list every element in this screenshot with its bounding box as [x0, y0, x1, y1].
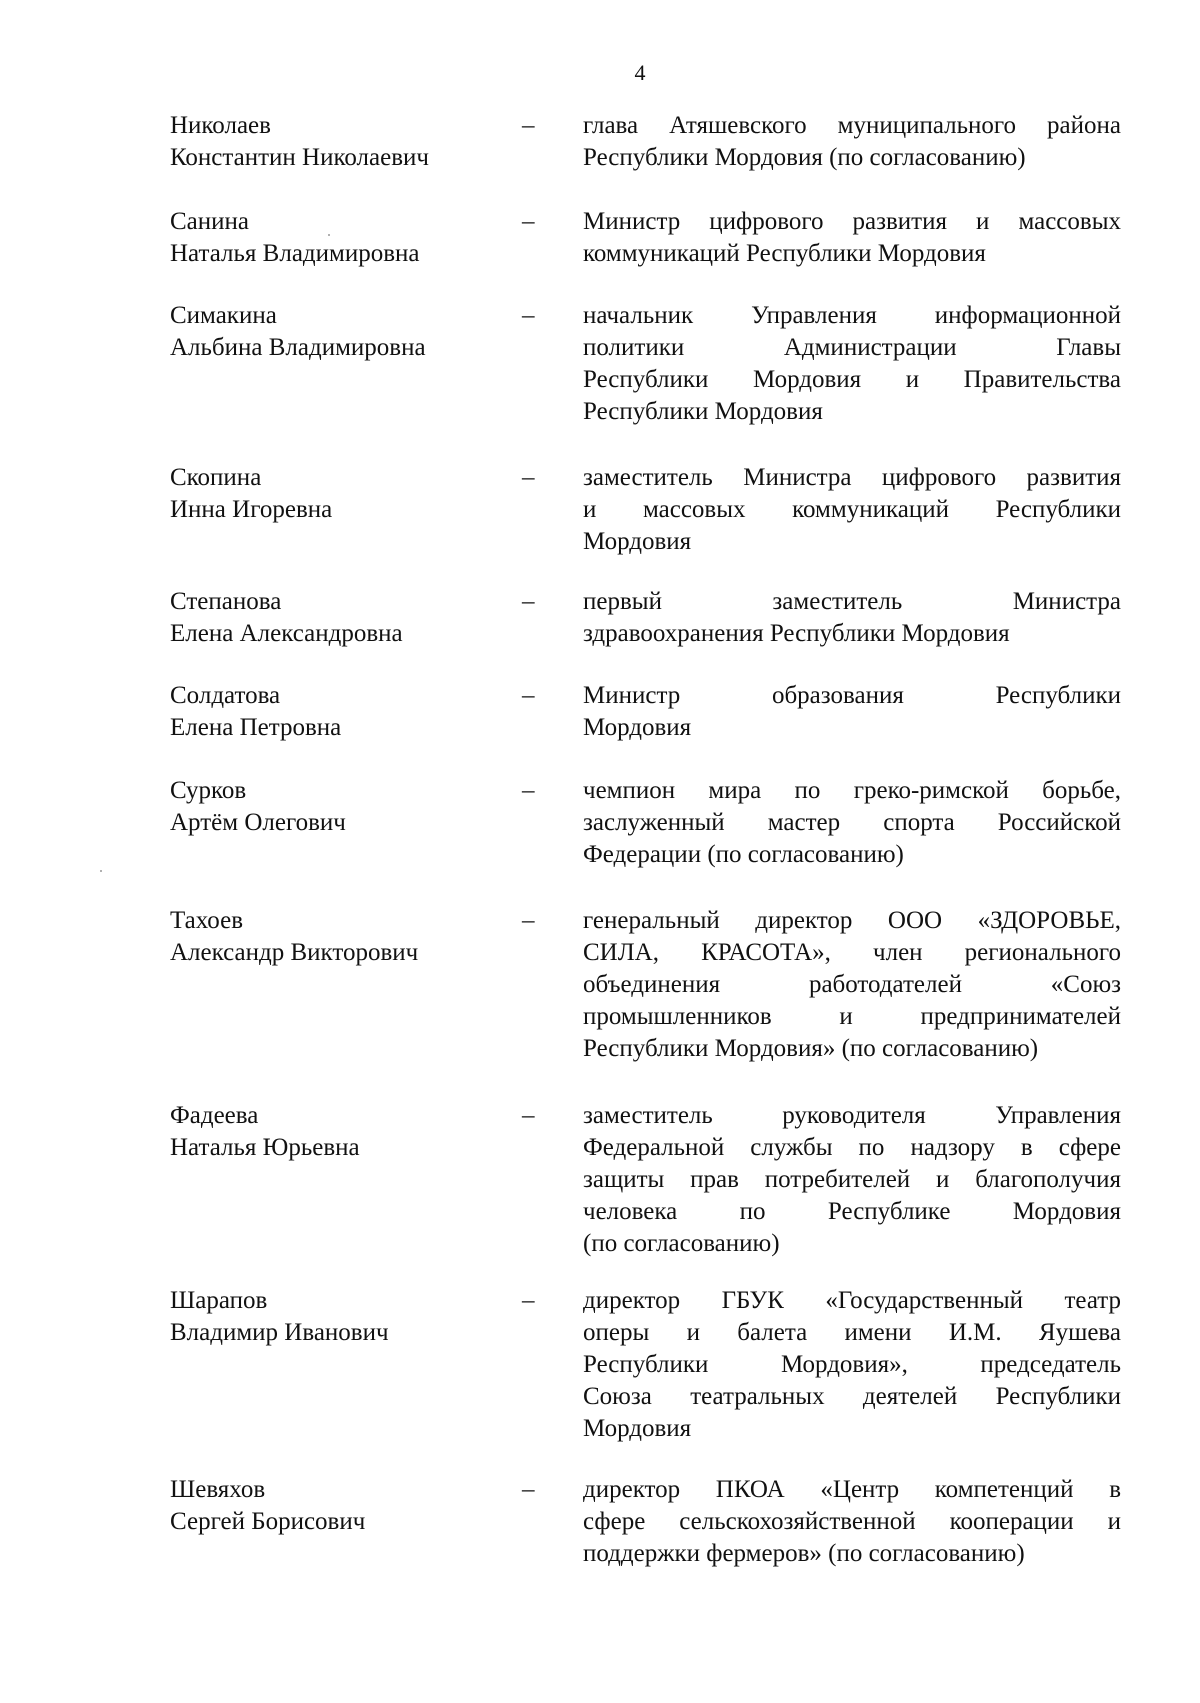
position-line: Федеральной службы по надзору в сфере	[583, 1134, 1121, 1161]
position-line: Мордовия	[583, 1415, 692, 1442]
member-given-names: Владимир Иванович	[170, 1319, 389, 1346]
position-line: Мордовия	[583, 714, 692, 741]
member-surname: Санина	[170, 208, 250, 235]
member-name	[170, 1474, 500, 1538]
dash-separator: –	[522, 208, 535, 235]
member-name	[170, 1100, 500, 1164]
member-name	[170, 905, 500, 969]
scan-speck	[100, 870, 102, 872]
position-line: Республики Мордовия» (по согласованию)	[583, 1035, 1039, 1062]
member-position	[583, 1474, 1121, 1570]
position-line: заслуженный мастер спорта Российской	[583, 809, 1121, 836]
member-surname: Фадеева	[170, 1102, 259, 1129]
member-surname: Шарапов	[170, 1287, 268, 1314]
position-line: чемпион мира по греко-римской борьбе,	[583, 777, 1121, 804]
position-line: первый заместитель Министра	[583, 588, 1121, 615]
member-name	[170, 1285, 500, 1349]
position-line: Республики Мордовия», председатель	[583, 1351, 1121, 1378]
dash-separator: –	[522, 302, 535, 329]
member-given-names: Елена Александровна	[170, 620, 403, 647]
position-line: политики Администрации Главы	[583, 334, 1121, 361]
member-name	[170, 462, 500, 526]
member-position	[583, 110, 1121, 174]
dash-separator: –	[522, 1287, 535, 1314]
position-line: Союза театральных деятелей Республики	[583, 1383, 1121, 1410]
member-given-names: Сергей Борисович	[170, 1508, 366, 1535]
position-line: Республики Мордовия (по согласованию)	[583, 144, 1026, 171]
member-surname: Шевяхов	[170, 1476, 266, 1503]
member-given-names: Артём Олегович	[170, 809, 346, 836]
page-number: 4	[634, 60, 646, 85]
member-given-names: Наталья Владимировна	[170, 240, 420, 267]
member-surname: Симакина	[170, 302, 277, 329]
position-line: коммуникаций Республики Мордовия	[583, 240, 986, 267]
dash-separator: –	[522, 682, 535, 709]
member-position	[583, 206, 1121, 270]
position-line: директор ПКОА «Центр компетенций в	[583, 1476, 1121, 1503]
member-name	[170, 586, 500, 650]
position-line: объединения работодателей «Союз	[583, 971, 1121, 998]
position-line: промышленников и предпринимателей	[583, 1003, 1121, 1030]
member-surname: Тахоев	[170, 907, 243, 934]
position-line: здравоохранения Республики Мордовия	[583, 620, 1010, 647]
position-line: поддержки фермеров» (по согласованию)	[583, 1540, 1025, 1567]
member-given-names: Инна Игоревна	[170, 496, 333, 523]
dash-separator: –	[522, 588, 535, 615]
position-line: и массовых коммуникаций Республики	[583, 496, 1121, 523]
dash-separator: –	[522, 1476, 535, 1503]
member-given-names: Елена Петровна	[170, 714, 342, 741]
member-name	[170, 775, 500, 839]
member-position	[583, 462, 1121, 558]
position-line: человека по Республике Мордовия	[583, 1198, 1121, 1225]
dash-separator: –	[522, 112, 535, 139]
position-line: глава Атяшевского муниципального района	[583, 112, 1121, 139]
position-line: защиты прав потребителей и благополучия	[583, 1166, 1121, 1193]
position-line: СИЛА, КРАСОТА», член регионального	[583, 939, 1121, 966]
position-line: оперы и балета имени И.М. Яушева	[583, 1319, 1121, 1346]
member-name	[170, 206, 500, 270]
position-line: Федерации (по согласованию)	[583, 841, 904, 868]
member-given-names: Константин Николаевич	[170, 144, 429, 171]
position-line: Республики Мордовия и Правительства	[583, 366, 1121, 393]
member-surname: Степанова	[170, 588, 282, 615]
member-position	[583, 1100, 1121, 1260]
member-position	[583, 905, 1121, 1065]
member-name	[170, 680, 500, 744]
member-surname: Николаев	[170, 112, 271, 139]
member-surname: Скопина	[170, 464, 262, 491]
member-name	[170, 300, 500, 364]
position-line: Министр образования Республики	[583, 682, 1121, 709]
position-line: генеральный директор ООО «ЗДОРОВЬЕ,	[583, 907, 1121, 934]
scan-speck	[328, 234, 330, 236]
member-position	[583, 680, 1121, 744]
position-line: (по согласованию)	[583, 1230, 780, 1257]
dash-separator: –	[522, 777, 535, 804]
member-position	[583, 300, 1121, 428]
member-position	[583, 775, 1121, 871]
dash-separator: –	[522, 464, 535, 491]
dash-separator: –	[522, 907, 535, 934]
position-line: директор ГБУК «Государственный театр	[583, 1287, 1121, 1314]
position-line: начальник Управления информационной	[583, 302, 1121, 329]
position-line: заместитель Министра цифрового развития	[583, 464, 1121, 491]
member-surname: Солдатова	[170, 682, 281, 709]
member-given-names: Альбина Владимировна	[170, 334, 426, 361]
position-line: Министр цифрового развития и массовых	[583, 208, 1121, 235]
member-position	[583, 586, 1121, 650]
position-line: сфере сельскохозяйственной кооперации и	[583, 1508, 1121, 1535]
dash-separator: –	[522, 1102, 535, 1129]
position-line: Мордовия	[583, 528, 692, 555]
member-given-names: Александр Викторович	[170, 939, 419, 966]
member-name	[170, 110, 500, 174]
member-given-names: Наталья Юрьевна	[170, 1134, 360, 1161]
member-surname: Сурков	[170, 777, 247, 804]
position-line: заместитель руководителя Управления	[583, 1102, 1121, 1129]
member-position	[583, 1285, 1121, 1445]
position-line: Республики Мордовия	[583, 398, 823, 425]
